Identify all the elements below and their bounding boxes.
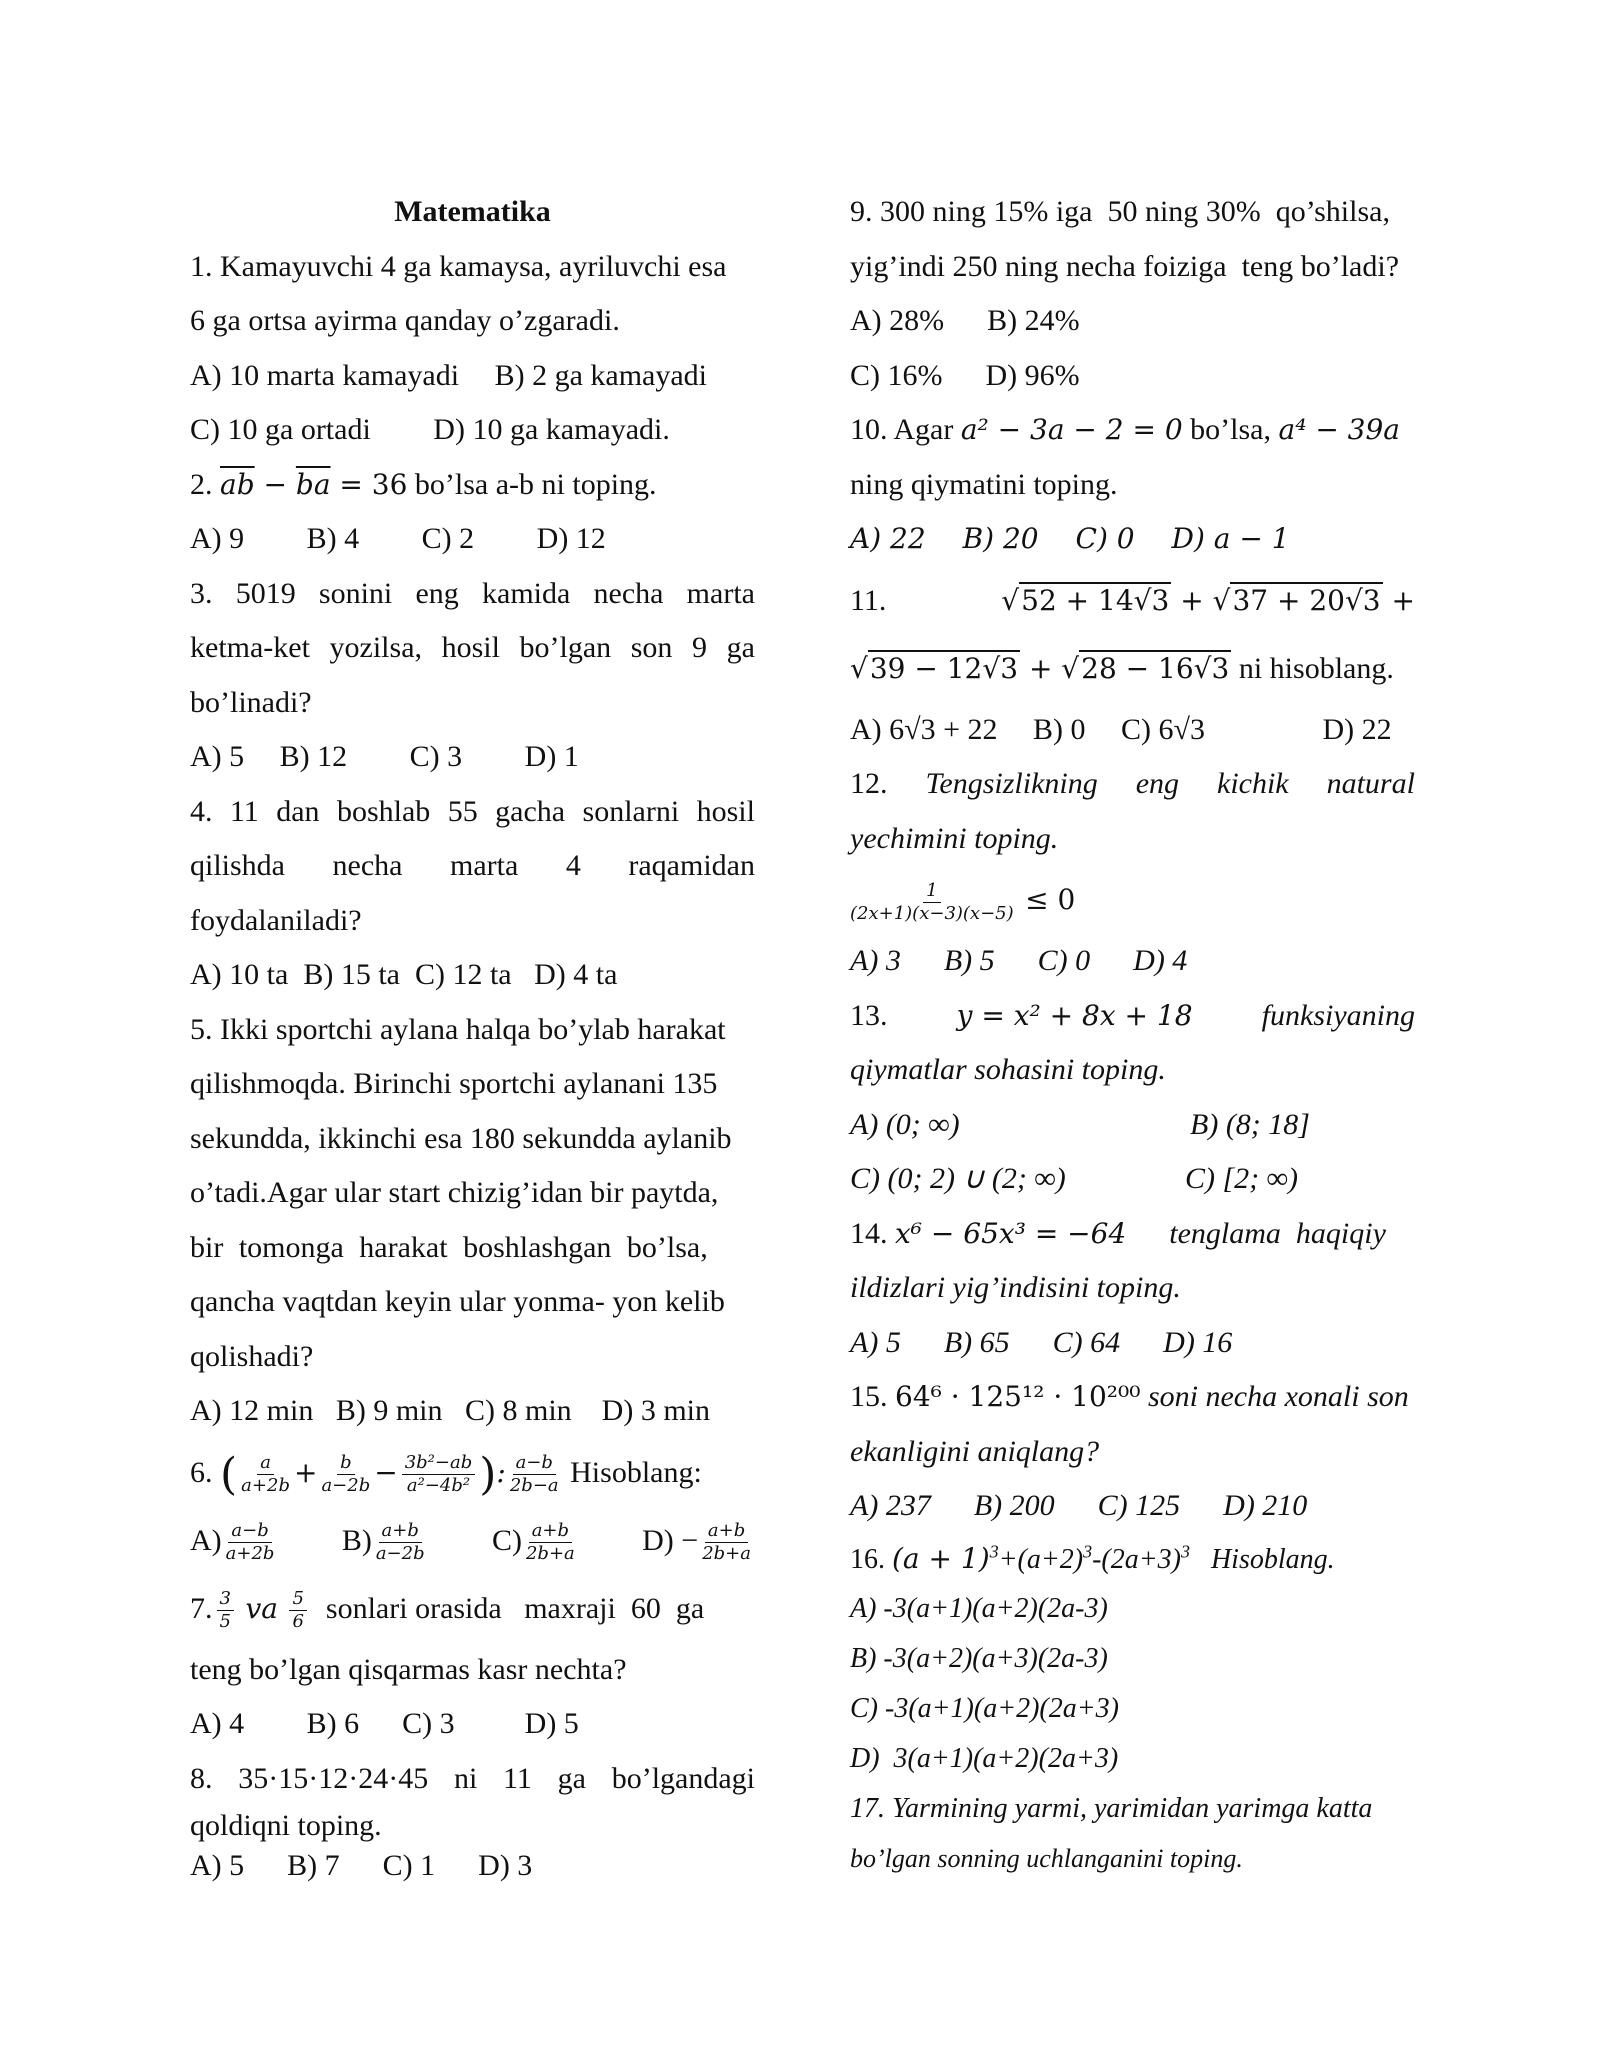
q7-options — [190, 1697, 755, 1752]
plus: + — [1028, 651, 1053, 685]
q15-line-1 — [850, 1370, 1415, 1425]
denominator: 2b+a — [525, 1543, 575, 1565]
q5-options — [190, 1384, 755, 1439]
q16-option-a: A) -3(a+1)(a+2)(2a-3) — [850, 1592, 1108, 1624]
numerator: 1 — [923, 880, 940, 903]
q5-option-d: D) 3 min — [601, 1394, 710, 1427]
q5-option-c: C) 8 min — [465, 1394, 572, 1427]
q3-word: 5019 — [235, 576, 296, 610]
q10-options — [850, 512, 1415, 567]
q14-option-a: A) 5 — [850, 1325, 901, 1359]
q3-word: hosil — [441, 631, 500, 664]
q16-term-1: (a + 1) — [892, 1541, 990, 1575]
q9-options-ab — [850, 294, 1415, 349]
question-7 — [190, 1575, 755, 1752]
q4-word: 11 — [229, 794, 259, 828]
q2-minus: − — [254, 467, 296, 501]
q4-options — [190, 948, 755, 1003]
denominator: a+2b — [225, 1543, 275, 1565]
q2-options — [190, 512, 755, 567]
q13-options-ab — [850, 1098, 1415, 1153]
q12-word: Tengsizlikning — [925, 767, 1098, 800]
q7-line-2: teng bo’lgan qisqarmas kasr nechta? — [190, 1652, 627, 1686]
q2-overline-ab: $\overline{ab}$ — [220, 467, 255, 501]
cube-exponent: 3 — [1180, 1541, 1190, 1562]
q6-fraction-3 — [402, 1452, 476, 1497]
question-8 — [190, 1752, 755, 1887]
q12-word: kichik — [1217, 767, 1289, 800]
q6-option-d — [642, 1507, 755, 1575]
q14-option-d: D) 16 — [1163, 1325, 1233, 1359]
numerator: a+b — [379, 1520, 422, 1543]
q4-option-b: B) 15 ta — [303, 958, 400, 991]
numerator: a−b — [513, 1452, 556, 1475]
q5-line: qolishadi? — [190, 1339, 314, 1373]
cube-exponent: 3 — [989, 1541, 999, 1562]
option-letter: A) — [190, 1523, 222, 1557]
q7-va: va — [245, 1591, 278, 1625]
q6-option-b — [342, 1507, 429, 1575]
q16-term-2: +(a+2) — [998, 1543, 1084, 1575]
q4-line-3: foydalaniladi? — [190, 903, 362, 937]
q9-option-c: C) 16% — [850, 358, 943, 392]
right-paren: ) — [479, 1448, 497, 1500]
q11-line-1 — [850, 567, 1415, 635]
q16-option-b: B) -3(a+2)(a+3)(2a-3) — [850, 1642, 1108, 1674]
q10-line-1 — [850, 403, 1415, 458]
q3-option-a: A) 5 — [190, 740, 245, 773]
q1-option-c: C) 10 ga ortadi — [190, 413, 371, 446]
q15-expression: 64⁶ · 125¹² · 10²⁰⁰ — [895, 1380, 1141, 1413]
q16-option-c: C) -3(a+1)(a+2)(2a+3) — [850, 1692, 1119, 1724]
question-1 — [190, 240, 755, 458]
q5-line: o’tadi.Agar ular start chizig’idan bir paytda, — [190, 1176, 719, 1209]
q10-option-d: D) a − 1 — [1171, 522, 1290, 555]
q3-line-3: bo’linadi? — [190, 685, 312, 719]
q5-line: qancha vaqtdan keyin ular yonma- yon kelib — [190, 1285, 725, 1318]
q16-line-1 — [850, 1534, 1415, 1584]
q8-option-b: B) 7 — [287, 1849, 340, 1882]
q17-line-1: 17. Yarmining yarmi, yarimidan yarimga katta — [850, 1792, 1373, 1824]
q12-options — [850, 934, 1415, 989]
q12-option-b: B) 5 — [943, 944, 995, 977]
q13-tail: funksiyaning — [1261, 998, 1415, 1032]
q9-options-cd — [850, 349, 1415, 404]
question-11 — [850, 567, 1415, 758]
option-letter: D) − — [642, 1523, 699, 1557]
q4-word: 4. — [190, 794, 213, 828]
q5-line: qilishmoqda. Birinchi sportchi aylanani 135 — [190, 1067, 718, 1100]
q11-option-a: A) 6√3 + 22 — [850, 712, 998, 746]
q3-word: son — [630, 631, 673, 664]
q4-word: hosil — [696, 794, 755, 828]
q14-line-2: ildizlari yig’indisini toping. — [850, 1271, 1181, 1304]
q2-equals: = 36 — [330, 467, 408, 501]
question-5 — [190, 1003, 755, 1439]
q6-text: Hisoblang: — [570, 1455, 702, 1489]
q2-option-a: A) 9 — [190, 522, 245, 555]
denominator: a²−4b² — [406, 1475, 471, 1497]
question-3 — [190, 567, 755, 785]
q8-word: bo’lgandagi — [611, 1761, 755, 1795]
q1-line-1: 1. Kamayuvchi 4 ga kamaysa, ayriluvchi esa — [190, 249, 727, 283]
q11-radicals-2: √39 − 12√3 + √28 − 16√3 — [850, 651, 1230, 685]
q7-option-a: A) 4 — [190, 1707, 245, 1740]
q13-line-1 — [850, 989, 1415, 1044]
q8-option-c: C) 1 — [382, 1849, 436, 1882]
q8-option-a: A) 5 — [190, 1849, 245, 1882]
plus: + — [1180, 583, 1204, 617]
q10-line-2: ning qiymatini toping. — [850, 467, 1118, 501]
q4-word: raqamidan — [628, 849, 755, 882]
q16-tail: Hisoblang. — [1210, 1543, 1335, 1575]
q3-word: sonini — [318, 576, 393, 610]
question-16 — [850, 1534, 1415, 1784]
q15-tail: soni necha xonali son — [1147, 1380, 1409, 1413]
q5-line: sekundda, ikkinchi esa 180 sekundda aylanib — [190, 1121, 732, 1155]
question-15 — [850, 1370, 1415, 1534]
q10-expression: a⁴ − 39a — [1278, 413, 1401, 446]
q7-option-b: B) 6 — [306, 1707, 360, 1740]
question-6 — [190, 1439, 755, 1575]
plus: + — [1391, 583, 1415, 617]
q15-options — [850, 1479, 1415, 1534]
q2-option-c: C) 2 — [421, 522, 475, 555]
q6-fraction-2 — [321, 1452, 370, 1497]
q15-option-a: A) 237 — [850, 1489, 931, 1522]
q2-line-1 — [190, 458, 755, 513]
q15-option-d: D) 210 — [1223, 1489, 1308, 1522]
q9-line-2: yig’indi 250 ning necha foiziga teng bo’ladi? — [850, 249, 1400, 283]
denominator: 2b−a — [509, 1475, 559, 1497]
q4-option-c: C) 12 ta — [414, 958, 512, 991]
q3-word: yozilsa, — [329, 631, 423, 664]
q14-tail: tenglama haqiqiy — [1169, 1216, 1386, 1250]
q9-option-b: B) 24% — [987, 304, 1080, 337]
q3-option-b: B) 12 — [279, 740, 348, 773]
cube-exponent: 3 — [1083, 1541, 1093, 1562]
q3-options — [190, 730, 755, 785]
q4-line-2 — [190, 839, 755, 894]
q3-word: eng — [415, 576, 459, 610]
q3-line-2 — [190, 621, 755, 676]
q13-equation: y = x² + 8x + 18 — [956, 998, 1193, 1032]
q16-term-3: -(2a+3) — [1092, 1543, 1181, 1575]
numerator: 3b²−ab — [402, 1452, 476, 1475]
left-paren: ( — [220, 1448, 238, 1500]
question-2 — [190, 458, 755, 567]
q4-word: boshlab — [336, 794, 431, 828]
q8-line-1 — [190, 1752, 755, 1807]
q12-word: 12. — [850, 767, 888, 800]
q11-number: 11. — [850, 583, 887, 617]
q11-option-b: B) 0 — [1033, 712, 1086, 746]
q3-word: 3. — [190, 576, 213, 610]
q3-option-d: D) 1 — [524, 740, 579, 773]
q4-word: marta — [450, 849, 519, 882]
q3-word: ketma-ket — [190, 631, 310, 664]
q13-number: 13. — [850, 998, 888, 1032]
q13-option-d: C) [2; ∞) — [1185, 1162, 1299, 1195]
q6-option-a — [190, 1507, 278, 1575]
q4-option-a: A) 10 ta — [190, 958, 289, 991]
q15-option-b: B) 200 — [973, 1489, 1055, 1522]
q8-word: 8. — [190, 1761, 213, 1795]
q2-option-d: D) 12 — [536, 522, 606, 555]
q7-fraction-1 — [217, 1588, 234, 1633]
q3-word: marta — [686, 576, 755, 610]
q11-radicals-1: √52 + 14√3 + √37 + 20√3 + — [1001, 583, 1415, 617]
q3-option-c: C) 3 — [409, 740, 463, 773]
q5-option-b: B) 9 min — [335, 1394, 443, 1427]
q3-word: bo’lgan — [519, 631, 612, 664]
q14-options — [850, 1316, 1415, 1371]
option-letter: B) — [341, 1523, 372, 1557]
denominator: 5 — [219, 1611, 231, 1633]
q11-tail: ni hisoblang. — [1238, 651, 1394, 685]
q2-option-b: B) 4 — [306, 522, 360, 555]
q9-line-1: 9. 300 ning 15% iga 50 ning 30% qo’shilsa, — [850, 195, 1390, 228]
q4-word: 4 — [565, 849, 581, 882]
q12-fraction — [850, 880, 1014, 925]
q5-option-a: A) 12 min — [190, 1394, 314, 1427]
q10-option-a: A) 22 — [850, 522, 926, 555]
q14-option-c: C) 64 — [1052, 1325, 1121, 1359]
q11-option-c: C) 6√3 — [1121, 712, 1206, 746]
q4-word: sonlarni — [582, 794, 680, 828]
q4-option-d: D) 4 ta — [534, 958, 618, 991]
q3-word: 9 — [692, 631, 708, 664]
denominator: (2x+1)(x−3)(x−5) — [850, 902, 1014, 924]
q6-option-c — [492, 1507, 579, 1575]
q8-word: ga — [557, 1761, 586, 1795]
q13-option-c: C) (0; 2) ∪ (2; ∞) — [850, 1162, 1066, 1195]
question-13 — [850, 989, 1415, 1207]
question-9 — [850, 185, 1415, 403]
q12-word: eng — [1135, 767, 1180, 800]
q6-options — [190, 1507, 755, 1575]
q14-option-b: B) 65 — [943, 1325, 1010, 1359]
q2-overline-ba: $\overline{ba}$ — [295, 467, 331, 501]
q4-word: gacha — [495, 794, 566, 828]
q4-word: dan — [276, 794, 320, 828]
q13-options-cd — [850, 1152, 1415, 1207]
q6-fraction-4 — [510, 1452, 559, 1497]
q14-equation: x⁶ − 65x³ = −64 — [895, 1216, 1127, 1250]
q7-text: sonlari orasida maxraji 60 ga — [325, 1591, 705, 1625]
radicand: 28 − 16√3 — [1081, 651, 1230, 685]
question-4 — [190, 785, 755, 1003]
q12-relation: ≤ 0 — [1025, 883, 1076, 916]
left-column — [190, 185, 755, 1886]
question-12 — [850, 757, 1415, 989]
q6-fraction-1 — [241, 1452, 290, 1497]
numerator: 5 — [289, 1588, 306, 1611]
q3-line-1 — [190, 567, 755, 622]
q7-fraction-2 — [289, 1588, 306, 1633]
q3-word: kamida — [482, 576, 571, 610]
numerator: a — [257, 1452, 274, 1475]
q12-option-d: D) 4 — [1133, 944, 1188, 977]
q2-text: bo’lsa a-b ni toping. — [407, 467, 657, 501]
q1-option-b: B) 2 ga kamayadi — [494, 358, 707, 392]
q3-word: necha — [593, 576, 664, 610]
denominator: a−2b — [375, 1543, 425, 1565]
q7-option-c: C) 3 — [402, 1707, 455, 1740]
denominator: a+2b — [241, 1475, 290, 1497]
q1-options-ab — [190, 349, 755, 404]
q6-number: 6. — [190, 1455, 213, 1489]
q13-line-2: qiymatlar sohasini toping. — [850, 1053, 1166, 1086]
q12-word: natural — [1326, 767, 1415, 800]
numerator: b — [337, 1452, 355, 1475]
q12-line-1 — [850, 757, 1415, 812]
q2-number: 2. — [190, 467, 213, 501]
q12-line-2: yechimini toping. — [850, 821, 1059, 855]
question-10 — [850, 403, 1415, 567]
q10-mid: bo’lsa, — [1190, 413, 1271, 446]
q16-option-d: D) 3(a+1)(a+2)(2a+3) — [850, 1742, 1119, 1774]
q3-word: ga — [726, 631, 755, 664]
q7-line-1 — [190, 1575, 755, 1643]
q12-inequality — [850, 866, 1415, 934]
denominator: 6 — [292, 1611, 304, 1633]
denominator: a−2b — [321, 1475, 371, 1497]
numerator: a+b — [705, 1520, 748, 1543]
q12-option-a: A) 3 — [850, 944, 901, 977]
q9-option-d: D) 96% — [985, 358, 1080, 392]
option-letter: C) — [491, 1523, 522, 1557]
denominator: 2b+a — [702, 1543, 751, 1565]
q8-option-d: D) 3 — [478, 1849, 533, 1882]
q4-word: 55 — [447, 794, 478, 828]
radicand: 52 + 14√3 — [1021, 583, 1170, 617]
question-17 — [850, 1784, 1415, 1884]
q13-option-a: A) (0; ∞) — [850, 1107, 960, 1141]
q16-number: 16. — [850, 1543, 885, 1575]
q10-option-b: B) 20 — [962, 522, 1039, 555]
q7-number: 7. — [190, 1591, 213, 1625]
numerator: a−b — [228, 1520, 271, 1543]
numerator: 3 — [217, 1588, 234, 1611]
q11-line-2 — [850, 635, 1415, 703]
q4-word: necha — [332, 849, 403, 882]
q8-options — [190, 1846, 755, 1886]
q14-number: 14. — [850, 1216, 888, 1250]
q4-word: qilishda — [190, 849, 285, 882]
right-column — [850, 185, 1415, 1884]
q8-word: 11 — [503, 1761, 532, 1795]
page-title: Matematika — [394, 195, 551, 228]
q7-option-d: D) 5 — [524, 1707, 579, 1740]
q10-equation: a² − 3a − 2 = 0 — [960, 413, 1183, 446]
q14-line-1 — [850, 1207, 1415, 1262]
numerator: a+b — [529, 1520, 572, 1543]
q15-number: 15. — [850, 1380, 888, 1413]
q11-option-d: D) 22 — [1322, 712, 1392, 746]
q4-line-1 — [190, 785, 755, 840]
question-14 — [850, 1207, 1415, 1371]
q10-number: 10. Agar — [850, 413, 954, 446]
q1-options-cd — [190, 403, 755, 458]
q8-line-2: qoldiqni toping. — [190, 1809, 382, 1842]
q5-line: 5. Ikki sportchi aylana halqa bo’ylab harakat — [190, 1012, 726, 1046]
q17-line-2: bo’lgan sonning uchlanganini toping. — [850, 1843, 1243, 1873]
q10-option-c: C) 0 — [1075, 522, 1135, 555]
q9-option-a: A) 28% — [850, 304, 945, 337]
radicand: 39 − 12√3 — [869, 651, 1019, 685]
q15-option-c: C) 125 — [1097, 1489, 1181, 1522]
q1-line-2: 6 ga ortsa ayirma qanday o’zgaradi. — [190, 304, 620, 337]
q1-option-d: D) 10 ga kamayadi. — [433, 413, 670, 446]
q15-line-2: ekanligini aniqlang? — [850, 1434, 1100, 1468]
q1-option-a: A) 10 marta kamayadi — [190, 358, 460, 392]
q8-word: 35·15·12·24·45 — [238, 1761, 429, 1795]
radicand: 37 + 20√3 — [1232, 583, 1381, 617]
q6-expression: 6. ( $\frac{a}{a+2b}$ + $\frac{b}{a-2b}$ − $\frac{\text{3b²−ab}}{\text{a²−4b²}}$ ): $\frac{a-b}{2b-a}$ Hisoblang: — [190, 1448, 702, 1500]
q12-option-c: C) 0 — [1037, 944, 1091, 977]
q13-option-b: B) (8; 18] — [1190, 1107, 1310, 1141]
q5-line: bir tomonga harakat boshlashgan bo’lsa, — [190, 1230, 708, 1264]
q11-options — [850, 703, 1415, 758]
q8-word: ni — [453, 1761, 478, 1795]
